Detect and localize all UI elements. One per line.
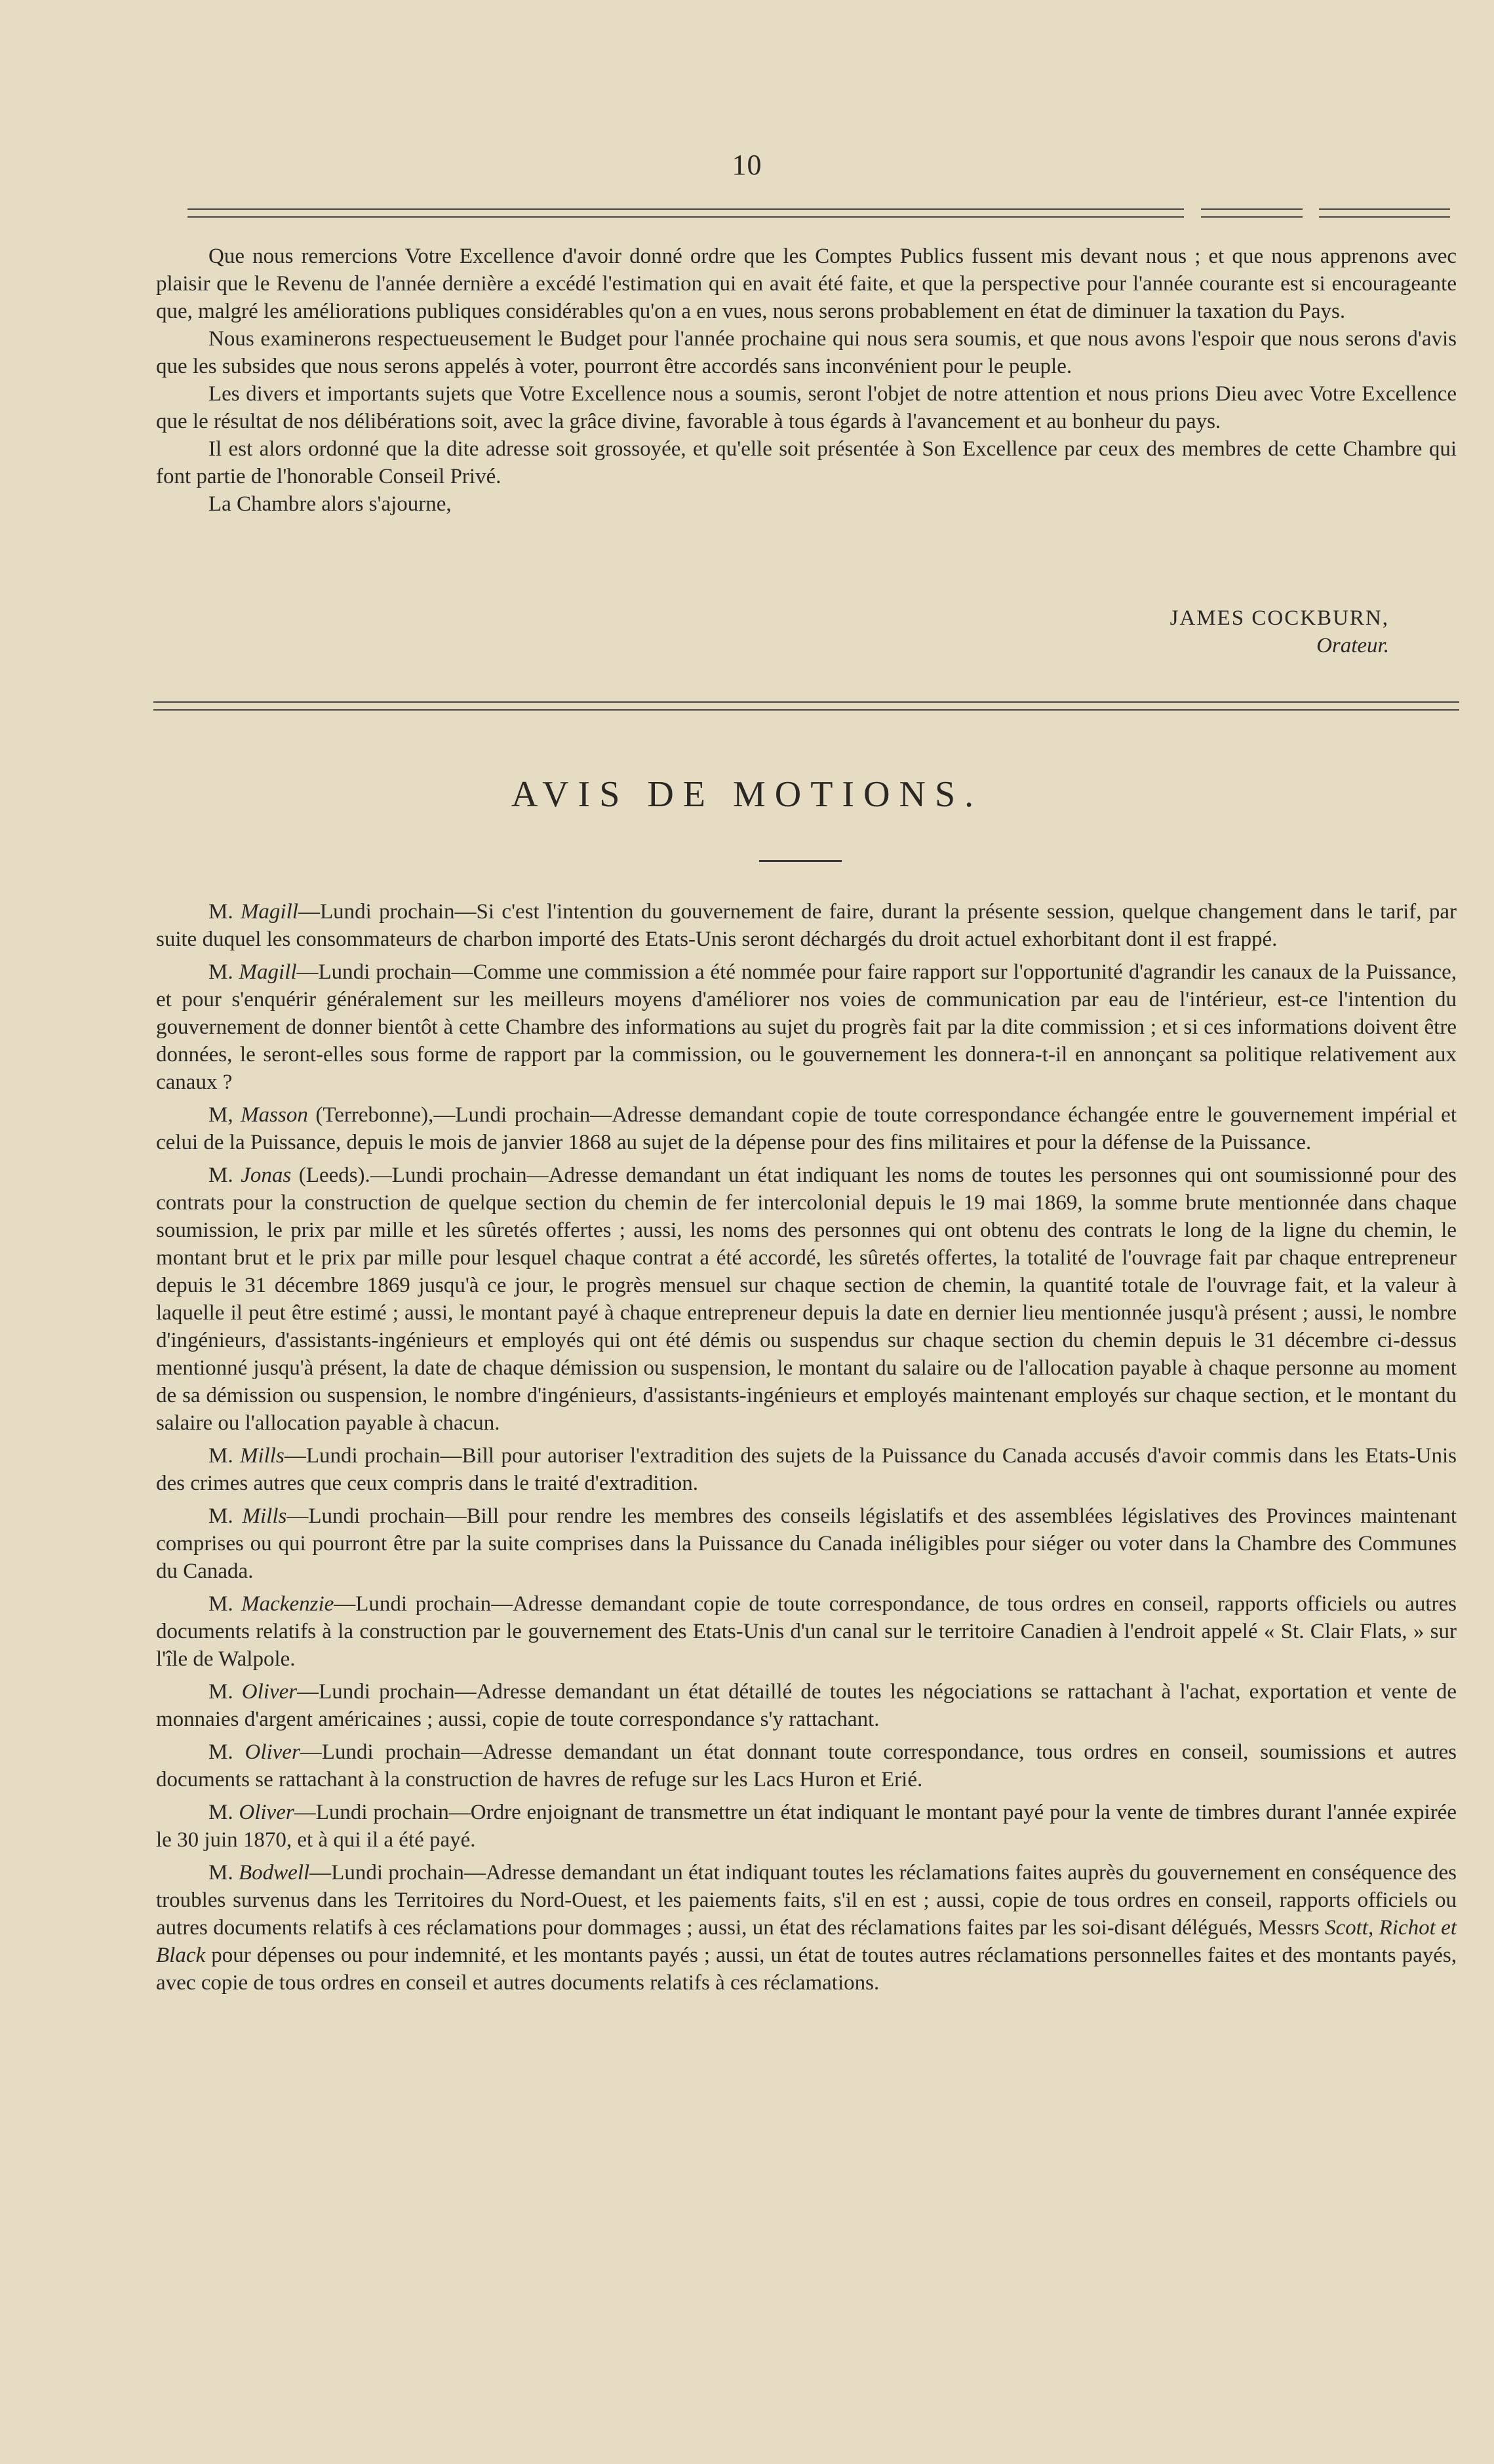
member-name: Magill <box>239 960 297 984</box>
motion-item: M. Jonas (Leeds).—Lundi prochain—Adresse demandant un état indiquant les noms de toutes les personnes qui ont soumissionné pour des contrats pour la construction de quelque section du chemin de fer intercolonial depuis le 19 mai 1869, la somme brute mentionnée dans chaque soumission, le prix par mille et les sûretés offertes ; aussi, les noms des personnes qui ont obtenu des contrats le long de la ligne du chemin, le montant brut et le prix par mille pour lesquel chaque contrat a été accordé, les sûretés offertes, la totalité de l'ouvrage fait par chaque entrepreneur depuis le 31 décembre 1869 jusqu'à ce jour, le progrès mensuel sur chaque section de chemin, la quantité totale de l'ouvrage fait, et la valeur à laquelle il peut être estimé ; aussi, le montant payé à chaque entrepreneur depuis la date en dernier lieu mentionnée jusqu'à présent ; aussi, le nombre d'ingénieurs, d'assistants-ingénieurs et employés qui ont été démis ou suspendus sur chaque section du chemin depuis le 31 décembre ci-dessus mentionné jusqu'à présent, la date de chaque démission ou suspension, le montant du salaire ou de l'allocation payable à chaque personne au moment de sa démission ou suspension, le nombre d'ingénieurs, d'assistants-ingénieurs et employés maintenant employés sur chaque section, et le montant du salaire ou l'allocation payable à chacun. <box>156 1164 1457 1435</box>
member-name: Magill <box>240 900 298 924</box>
motion-item: M. Bodwell—Lundi prochain—Adresse demandant un état indiquant toutes les réclamations faites auprès du gouvernement en conséquence des troubles survenus dans les Territoires du Nord-Ouest, et les paiements faits, s'il en est ; aussi, copie de tous ordres en conseil, rapports officiels ou autres documents relatifs à ces réclamations pour dommages ; aussi, un état des réclamations faites par les soi-disant délégués, Messrs Scott, Richot et Black pour dépenses ou pour indemnité, et les montants payés ; aussi, un état de toutes autres réclamations personnelles faites et des montants payés, avec copie de tous ordres en conseil et autres documents relatifs à ces réclamations. <box>156 1861 1457 1995</box>
address-paragraph: La Chambre alors s'ajourne, <box>208 492 452 516</box>
header-rule-segment <box>1319 208 1450 218</box>
motion-item: M. Magill—Lundi prochain—Comme une commission a été nommée pour faire rapport sur l'opportunité d'agrandir les canaux de la Puissance, et pour s'enquérir généralement sur les meilleurs moyens d'améliorer nos voies de communication par eau de l'intérieur, est-ce l'intention du gouvernement de donner bientôt à cette Chambre des informations au sujet du progrès fait par la dite commission ; et si ces informations doivent être données, le seront-elles sous forme de rapport par la commission, ou le gouvernement les donnera-t-il en annonçant sa politique relativement aux canaux ? <box>156 960 1457 1094</box>
signature-name: JAMES COCKBURN, <box>1170 606 1389 630</box>
member-name: Oliver <box>241 1680 298 1704</box>
member-name: Mills <box>242 1504 287 1528</box>
address-paragraph: Il est alors ordonné que la dite adresse soit grossoyée, et qu'elle soit présentée à Son Excellence par ceux des membres de cette Chambre qui font partie de l'honorable Conseil Privé. <box>156 437 1457 488</box>
address-paragraph: Nous examinerons respectueusement le Budget pour l'année prochaine qui nous sera soumis, et que nous avons l'espoir que nous serons d'avis que les subsides que nous serons appelés à voter, pourront être accordés sans inconvénient pour le peuple. <box>156 327 1457 378</box>
motion-item: M. Oliver—Lundi prochain—Adresse demandant un état donnant toute correspondance, tous ordres en conseil, soumissions et autres documents se rattachant à la construction de havres de refuge sur les Lacs Huron et Erié. <box>156 1740 1457 1791</box>
motion-item: M. Mackenzie—Lundi prochain—Adresse demandant copie de toute correspondance, de tous ordres en conseil, rapports officiels ou autres documents relatifs à la construction par le gouvernement des Etats-Unis d'un canal sur le territoire Canadien à l'endroit appelé « St. Clair Flats, » sur l'île de Walpole. <box>156 1592 1457 1671</box>
page-number: 10 <box>732 149 762 181</box>
header-rule-segment <box>1201 208 1303 218</box>
motion-item: M. Mills—Lundi prochain—Bill pour autoriser l'extradition des sujets de la Puissance du Canada accusés d'avoir commis dans les Etats-Unis des crimes autres que ceux compris dans le traité d'extradition. <box>156 1444 1457 1495</box>
section-divider <box>153 701 1459 711</box>
motion-item: M, Masson (Terrebonne),—Lundi prochain—Adresse demandant copie de toute correspondance échangée entre le gouvernement impérial et celui de la Puissance, depuis le mois de janvier 1868 au sujet de la dépense pour des fins militaires et pour la défense de la Puissance. <box>156 1103 1457 1154</box>
motion-item: M. Magill—Lundi prochain—Si c'est l'intention du gouvernement de faire, durant la présente session, quelque changement dans le tarif, par suite duquel les consommateurs de charbon importé des Etats-Unis seront déchargés du droit actuel exhorbitant dont il est frappé. <box>156 900 1457 951</box>
address-paragraph: Que nous remercions Votre Excellence d'avoir donné ordre que les Comptes Publics fussent mis devant nous ; et que nous apprenons avec plaisir que le Revenu de l'année dernière a excédé l'estimation qui en avait été faite, et que la perspective pour l'année courante est si encourageante que, malgré les améliorations publiques considérables qu'on a en vues, nous serons probablement en état de diminuer la taxation du Pays. <box>156 244 1457 323</box>
member-name: Masson <box>241 1103 308 1127</box>
delegate-names: Scott, Richot et Black <box>156 1916 1457 1967</box>
motion-item: M. Oliver—Lundi prochain—Ordre enjoignant de transmettre un état indiquant le montant payé pour la vente de timbres durant l'année expirée le 30 juin 1870, et à qui il a été payé. <box>156 1801 1457 1852</box>
signature-title: Orateur. <box>1316 634 1389 657</box>
header-rule <box>187 208 1184 218</box>
address-text <box>156 243 1457 518</box>
member-name: Jonas <box>241 1164 292 1187</box>
signature <box>1170 604 1389 659</box>
section-title: AVIS DE MOTIONS. <box>511 774 983 815</box>
address-paragraph: Les divers et importants sujets que Votre Excellence nous a soumis, seront l'objet de notre attention et nous prions Dieu avec Votre Excellence que le résultat de nos délibérations soit, avec la grâce divine, favorable à tous égards à l'avancement et au bonheur du pays. <box>156 382 1457 433</box>
member-name: Oliver <box>239 1801 294 1824</box>
motions-list <box>156 898 1457 2002</box>
member-name: Bodwell <box>239 1861 310 1885</box>
motion-item: M. Oliver—Lundi prochain—Adresse demandant un état détaillé de toutes les négociations se rattachant à l'achat, exportation et vente de monnaies d'argent américaines ; aussi, copie de toute correspondance s'y rattachant. <box>156 1680 1457 1731</box>
member-name: Mills <box>239 1444 285 1468</box>
title-underline <box>759 860 842 862</box>
member-name: Oliver <box>245 1740 300 1764</box>
member-name: Mackenzie <box>241 1592 334 1616</box>
motion-item: M. Mills—Lundi prochain—Bill pour rendre les membres des conseils législatifs et des assemblées législatives des Provinces maintenant comprises ou qui pourront être par la suite comprises dans la Puissance du Canada inéligibles pour siéger ou voter dans la Chambre des Communes du Canada. <box>156 1504 1457 1583</box>
